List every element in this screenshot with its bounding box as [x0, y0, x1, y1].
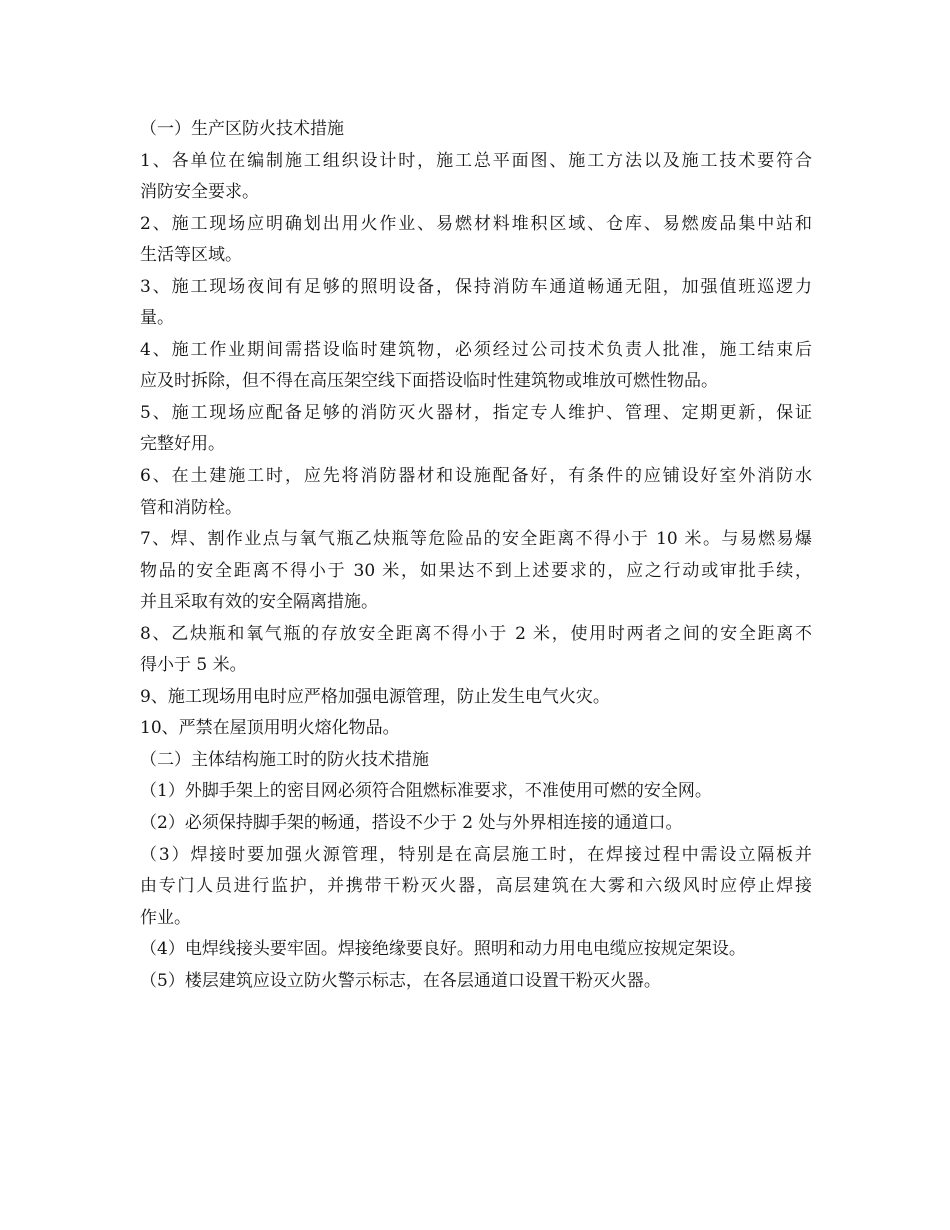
text-line: 9、施工现场用电时应严格加强电源管理，防止发生电气火灾。: [140, 686, 610, 707]
text-line: 由专门人员进行监护，并携带干粉灭火器，高层建筑在大雾和六级风时应停止焊接: [140, 876, 812, 897]
text-line: 生活等区域。: [140, 245, 242, 266]
text-line: （5）楼层建筑应设立防火警示标志，在各层通道口设置干粉灭火器。: [140, 970, 661, 991]
text-line: 作业。: [140, 907, 191, 928]
text-line: 6、在土建施工时，应先将消防器材和设施配备好，有条件的应铺设好室外消防水: [140, 466, 812, 487]
text-line: 5、施工现场应配备足够的消防灭火器材，指定专人维护、管理、定期更新，保证: [140, 402, 812, 423]
text-line: 消防安全要求。: [140, 182, 259, 203]
text-line: 得小于 5 米。: [140, 655, 247, 676]
text-line: 8、乙炔瓶和氧气瓶的存放安全距离不得小于 2 米，使用时两者之间的安全距离不: [140, 623, 812, 644]
text-line: 2、施工现场应明确划出用火作业、易燃材料堆积区域、仓库、易燃废品集中站和: [140, 213, 812, 234]
text-line: 7、焊、割作业点与氧气瓶乙炔瓶等危险品的安全距离不得小于 10 米。与易燃易爆: [140, 529, 812, 550]
text-line: 1、各单位在编制施工组织设计时，施工总平面图、施工方法以及施工技术要符合: [140, 150, 812, 171]
text-line: 4、施工作业期间需搭设临时建筑物，必须经过公司技术负责人批准，施工结束后: [140, 339, 812, 360]
section-heading: （一）生产区防火技术措施: [140, 119, 344, 139]
text-line: 量。: [140, 308, 174, 329]
text-line: 并且采取有效的安全隔离措施。: [140, 592, 378, 613]
section-heading: （二）主体结构施工时的防火技术措施: [140, 749, 429, 770]
text-line: 完整好用。: [140, 434, 225, 455]
document-body: [140, 114, 812, 997]
text-line: 管和消防栓。: [140, 497, 242, 518]
text-line: 应及时拆除，但不得在高压架空线下面搭设临时性建筑物或堆放可燃性物品。: [140, 371, 718, 392]
text-line: （1）外脚手架上的密目网必须符合阻燃标准要求，不准使用可燃的安全网。: [140, 781, 712, 802]
text-line: 3、施工现场夜间有足够的照明设备，保持消防车通道畅通无阻，加强值班巡逻力: [140, 276, 812, 297]
text-line: （3）焊接时要加强火源管理，特别是在高层施工时，在焊接过程中需设立隔板并: [140, 844, 812, 865]
text-line: 10、严禁在屋顶用明火熔化物品。: [140, 718, 400, 739]
text-line: （2）必须保持脚手架的畅通，搭设不少于 2 处与外界相连接的通道口。: [140, 813, 683, 834]
text-line: （4）电焊线接头要牢固。焊接绝缘要良好。照明和动力用电电缆应按规定架设。: [140, 939, 746, 960]
text-line: 物品的安全距离不得小于 30 米，如果达不到上述要求的，应之行动或审批手续，: [140, 560, 812, 581]
